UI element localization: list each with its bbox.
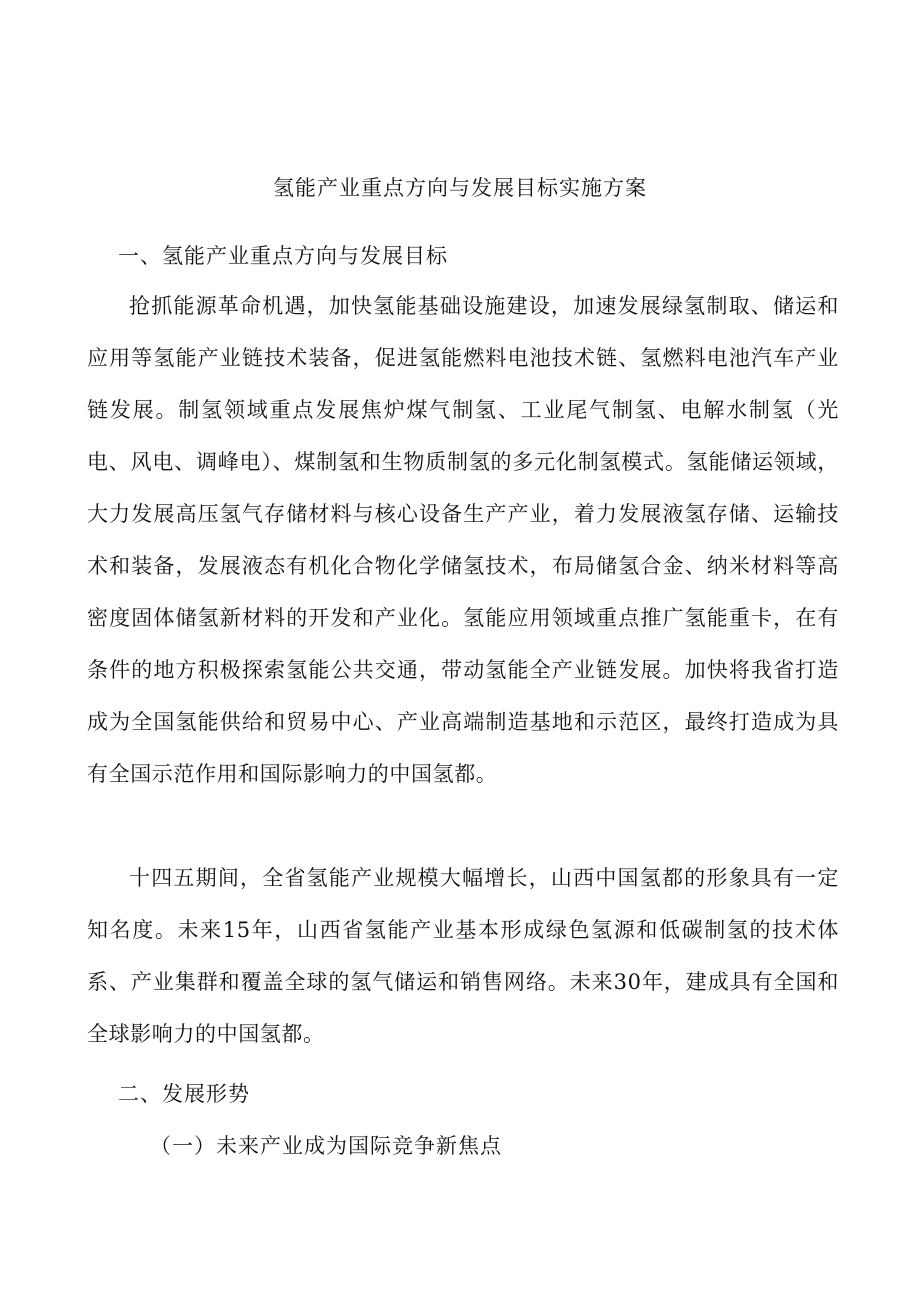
section-1-paragraph-2: 十四五期间，全省氢能产业规模大幅增长，山西中国氢都的形象具有一定知名度。未来15年，山西省氢能产业基本形成绿色氢源和低碳制氢的技术体系、产业集群和覆盖全球的氢气储运和销售网络。未来30年，建成具有全国和全球影响力的中国氢都。 <box>87 866 839 1046</box>
document-title: 氢能产业重点方向与发展目标实施方案 <box>273 176 647 200</box>
section-2-subheading: （一）未来产业成为国际竞争新焦点 <box>150 1134 502 1158</box>
section-1-heading: 一、氢能产业重点方向与发展目标 <box>118 244 448 268</box>
section-1-paragraph-1: 抢抓能源革命机遇，加快氢能基础设施建设，加速发展绿氢制取、储运和应用等氢能产业链技术装备，促进氢能燃料电池技术链、氢燃料电池汽车产业链发展。制氢领域重点发展焦炉煤气制氢、工业尾气制氢、电解水制氢（光电、风电、调峰电）、煤制氢和生物质制氢的多元化制氢模式。氢能储运领域，大力发展高压氢气存储材料与核心设备生产产业，着力发展液氢存储、运输技术和装备，发展液态有机化合物化学储氢技术，布局储氢合金、纳米材料等高密度固体储氢新材料的开发和产业化。氢能应用领域重点推广氢能重卡，在有条件的地方积极探索氢能公共交通，带动氢能全产业链发展。加快将我省打造成为全国氢能供给和贸易中心、产业高端制造基地和示范区，最终打造成为具有全国示范作用和国际影响力的中国氢都。 <box>87 294 839 786</box>
section-2-heading: 二、发展形势 <box>118 1082 250 1106</box>
